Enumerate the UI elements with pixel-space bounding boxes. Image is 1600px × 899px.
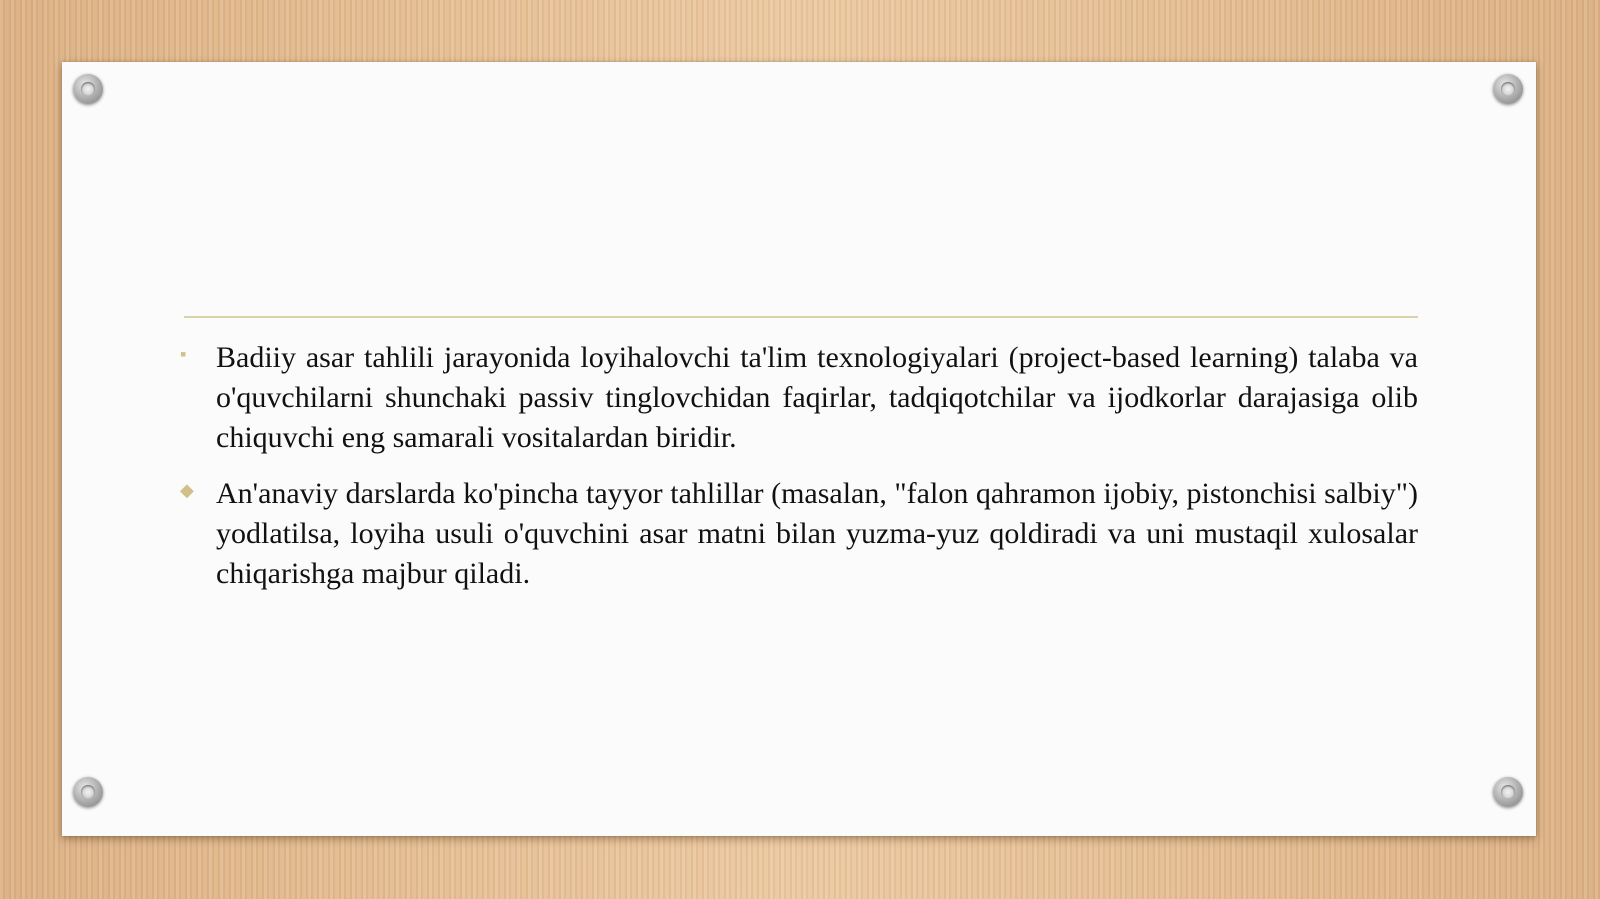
bullet-text: Badiiy asar tahlili jarayonida loyihalovchi ta'lim texnologiyalari (project-based learning) talaba va o'quvchilarni shunchaki passiv tinglovchidan faqirlar, tadqiqotchilar va ijodkorlar darajasiga olib chiquvchi eng samarali vositalardan biridir. (216, 341, 1418, 454)
screw-icon (73, 777, 103, 807)
screw-icon (1493, 777, 1523, 807)
slide-card (62, 62, 1536, 836)
bullet-text: An'anaviy darslarda ko'pincha tayyor tahlillar (masalan, "falon qahramon ijobiy, pistonchisi salbiy") yodlatilsa, loyiha usuli o'quvchini asar matni bilan yuzma-yuz qoldiradi va uni mustaqil xulosalar chiqarishga majbur qiladi. (216, 477, 1418, 590)
square-bullet-icon: ▪ (180, 344, 187, 364)
bullet-item (180, 474, 1418, 594)
diamond-bullet-icon: ◆ (180, 480, 194, 500)
screw-icon (73, 74, 103, 104)
bullet-list (180, 338, 1418, 610)
title-divider (184, 316, 1418, 318)
bullet-item (180, 338, 1418, 458)
screw-icon (1493, 74, 1523, 104)
